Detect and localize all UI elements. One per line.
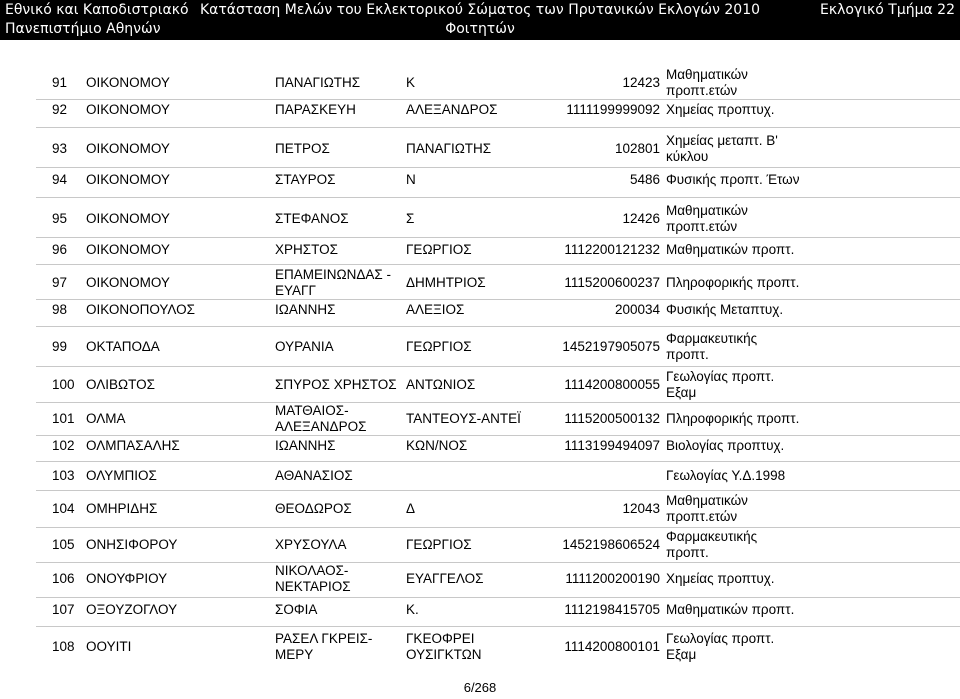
father-name: ΑΛΕΞΙΟΣ: [406, 302, 465, 317]
first-name: ΣΤΑΥΡΟΣ: [275, 172, 336, 187]
father-name: ΑΛΕΞΑΝΔΡΟΣ: [406, 102, 498, 117]
table-row: [0, 632, 960, 662]
department-line: Γεωλογίας προπτ.: [666, 631, 775, 646]
first-name-cell: [275, 468, 353, 484]
first-name-line: ΝΕΚΤΑΡΙΟΣ: [275, 579, 351, 594]
student-code-cell: [520, 438, 660, 454]
student-code: 1111200200190: [565, 571, 660, 586]
father-name-cell: [406, 302, 464, 318]
university-name-line-2: Πανεπιστήμιο Αθηνών: [5, 21, 161, 37]
surname: ΟΙΚΟΝΟΜΟΥ: [86, 75, 170, 90]
first-name-cell: [275, 602, 317, 618]
father-name: ΓΕΩΡΓΙΟΣ: [406, 537, 472, 552]
row-separator: [36, 562, 960, 563]
first-name: ΧΡΥΣΟΥΛΑ: [275, 537, 347, 552]
department-line: Χημείας μεταπτ. Β': [666, 133, 778, 148]
father-name-cell: [406, 571, 483, 587]
surname-cell: [86, 242, 170, 258]
student-code: 1113199494097: [564, 438, 660, 453]
row-number: 95: [52, 211, 68, 226]
student-code: 1111199999092: [566, 102, 660, 117]
first-name-cell: [275, 537, 346, 553]
student-code-cell: [520, 501, 660, 517]
row-number-cell: [52, 602, 82, 618]
first-name: ΟΥΡΑΝΙΑ: [275, 339, 334, 354]
table-row: [0, 268, 960, 298]
department-line: προπτ.: [666, 347, 709, 362]
surname-cell: [86, 438, 180, 454]
student-code-cell: [520, 411, 660, 427]
father-name-cell: [406, 75, 415, 91]
document-title: [0, 1, 960, 39]
row-number: 93: [52, 141, 68, 156]
first-name: ΘΕΟΔΩΡΟΣ: [275, 501, 352, 516]
first-name-line: ΕΥΑΓΓ: [275, 283, 316, 298]
row-number: 96: [52, 242, 68, 257]
student-code: 1112200121232: [564, 242, 660, 257]
department-cell: [666, 242, 794, 258]
first-name-cell: [275, 501, 352, 517]
student-code-cell: [520, 602, 660, 618]
surname: ΟΝΟΥΦΡΙΟΥ: [86, 571, 168, 586]
document-title-line-2: Φοιτητών: [445, 21, 515, 37]
first-name-cell: [275, 302, 335, 318]
surname-cell: [86, 501, 157, 517]
father-name-cell: [406, 411, 521, 427]
row-number: 99: [52, 339, 68, 354]
department: Βιολογίας προπτυχ.: [666, 438, 785, 453]
surname-cell: [86, 141, 170, 157]
surname-cell: [86, 302, 195, 318]
first-name-line: ΝΙΚΟΛΑΟΣ-: [275, 563, 349, 578]
row-number: 104: [52, 501, 75, 516]
first-name-line: ΜΑΤΘΑΙΟΣ-: [275, 403, 349, 418]
student-code-cell: [520, 377, 660, 393]
row-number: 106: [52, 571, 75, 586]
first-name-cell: [275, 75, 360, 91]
surname: ΟΛΙΒΩΤΟΣ: [86, 377, 155, 392]
table-row: [0, 300, 960, 320]
department-cell: [666, 411, 799, 427]
surname: ΟΛΜΠΑΣΑΛΗΣ: [86, 438, 180, 453]
father-name: ΓΕΩΡΓΙΟΣ: [406, 339, 472, 354]
department-cell: [666, 133, 778, 165]
department-line: Μαθηματικών: [666, 493, 748, 508]
surname: ΟΙΚΟΝΟΜΟΥ: [86, 172, 170, 187]
first-name-cell: [275, 102, 356, 118]
row-separator: [36, 626, 960, 627]
row-separator: [36, 326, 960, 327]
father-name: ΔΗΜΗΤΡΙΟΣ: [406, 275, 486, 290]
department-cell: [666, 468, 785, 484]
department-cell: [666, 602, 794, 618]
first-name: ΙΩΑΝΝΗΣ: [275, 438, 336, 453]
student-code: 12426: [622, 211, 660, 226]
row-number: 101: [52, 411, 75, 426]
father-name-line: ΓΚΕΟΦΡΕΙ: [406, 631, 475, 646]
department-cell: [666, 172, 799, 188]
department-line: Γεωλογίας προπτ.: [666, 369, 775, 384]
row-number: 92: [52, 102, 68, 117]
table-row: [0, 466, 960, 486]
row-number-cell: [52, 141, 82, 157]
student-code-cell: [520, 571, 660, 587]
row-number-cell: [52, 172, 82, 188]
first-name: ΠΕΤΡΟΣ: [275, 141, 330, 156]
row-number-cell: [52, 438, 82, 454]
student-code-cell: [520, 537, 660, 553]
first-name-line: ΜΕΡΥ: [275, 647, 314, 662]
surname-cell: [86, 537, 177, 553]
surname-cell: [86, 468, 157, 484]
department-cell: [666, 369, 774, 401]
student-code: 200034: [614, 302, 660, 317]
surname: ΟΙΚΟΝΟΜΟΥ: [86, 141, 170, 156]
department-cell: [666, 302, 783, 318]
father-name: Σ: [406, 211, 415, 226]
father-name-cell: [406, 602, 419, 618]
first-name-cell: [275, 141, 330, 157]
row-number-cell: [52, 242, 82, 258]
row-number: 97: [52, 275, 68, 290]
first-name-cell: [275, 377, 397, 393]
first-name-cell: [275, 438, 335, 454]
row-number-cell: [52, 411, 82, 427]
father-name-cell: [406, 339, 472, 355]
row-number: 102: [52, 438, 75, 453]
row-number: 94: [52, 172, 68, 187]
table-row: [0, 564, 960, 594]
department: Μαθηματικών προπτ.: [666, 602, 795, 617]
surname-cell: [86, 75, 170, 91]
student-code-cell: [520, 302, 660, 318]
father-name: ΠΑΝΑΓΙΩΤΗΣ: [406, 141, 492, 156]
student-code-cell: [520, 211, 660, 227]
table-row: [0, 68, 960, 98]
table-row: [0, 170, 960, 190]
department-line: προπτ.ετών: [666, 83, 738, 98]
row-number-cell: [52, 639, 82, 655]
row-number: 108: [52, 639, 75, 654]
department: Μαθηματικών προπτ.: [666, 242, 795, 257]
father-name-cell: [406, 242, 472, 258]
student-code-cell: [520, 339, 660, 355]
father-name-cell: [406, 211, 414, 227]
row-number-cell: [52, 211, 82, 227]
first-name: ΣΟΦΙΑ: [275, 602, 318, 617]
table-row: [0, 530, 960, 560]
first-name-cell: [275, 267, 391, 299]
first-name-line: ΕΠΑΜΕΙΝΩΝΔΑΣ -: [275, 267, 391, 282]
father-name-cell: [406, 438, 467, 454]
father-name-cell: [406, 631, 481, 663]
department-line: Μαθηματικών: [666, 203, 748, 218]
first-name-line: ΡΑΣΕΛ ΓΚΡΕΙΣ-: [275, 631, 373, 646]
first-name: ΣΠΥΡΟΣ ΧΡΗΣΤΟΣ: [275, 377, 397, 392]
father-name-cell: [406, 172, 416, 188]
department: Φυσικής Μεταπτυχ.: [666, 302, 784, 317]
surname: ΟΛΜΑ: [86, 411, 126, 426]
row-separator: [36, 127, 960, 128]
table-row: [0, 494, 960, 524]
department: Φυσικής προπτ. Έτων: [666, 172, 800, 187]
department-line: Φαρμακευτικής: [666, 529, 758, 544]
father-name: Δ: [406, 501, 416, 516]
department-line: Εξαμ: [666, 647, 697, 662]
first-name: ΧΡΗΣΤΟΣ: [275, 242, 338, 257]
row-number-cell: [52, 571, 82, 587]
student-code: 1452197905075: [562, 339, 660, 354]
row-separator: [36, 527, 960, 528]
department-line: Μαθηματικών: [666, 67, 748, 82]
row-number-cell: [52, 275, 82, 291]
surname: ΟΙΚΟΝΟΜΟΥ: [86, 275, 170, 290]
table-row: [0, 240, 960, 260]
row-separator: [36, 461, 960, 462]
student-code-cell: [520, 172, 660, 188]
surname-cell: [86, 172, 170, 188]
father-name-cell: [406, 141, 491, 157]
row-number-cell: [52, 302, 82, 318]
row-separator: [36, 366, 960, 367]
row-number-cell: [52, 102, 82, 118]
row-separator: [36, 402, 960, 403]
row-number: 103: [52, 468, 75, 483]
department-cell: [666, 331, 757, 363]
department-line: Φαρμακευτικής: [666, 331, 758, 346]
row-number: 105: [52, 537, 75, 552]
row-number-cell: [52, 501, 82, 517]
row-separator: [36, 197, 960, 198]
department-cell: [666, 493, 748, 525]
surname: ΟΛΥΜΠΙΟΣ: [86, 468, 157, 483]
father-name: ΓΕΩΡΓΙΟΣ: [406, 242, 472, 257]
table-row: [0, 100, 960, 120]
surname: ΟΙΚΟΝΟΜΟΥ: [86, 242, 170, 257]
department-line: κύκλου: [666, 149, 709, 164]
first-name: ΠΑΡΑΣΚΕΥΗ: [275, 102, 356, 117]
father-name-cell: [406, 501, 415, 517]
surname: ΟΝΗΣΙΦΟΡΟΥ: [86, 537, 178, 552]
surname-cell: [86, 639, 131, 655]
row-number: 107: [52, 602, 75, 617]
table-row: [0, 600, 960, 620]
department: Πληροφορικής προπτ.: [666, 275, 800, 290]
page-header: [0, 0, 960, 40]
father-name: Κ: [406, 75, 416, 90]
table-row: [0, 204, 960, 234]
department-cell: [666, 203, 748, 235]
page-number: 6/268: [463, 680, 497, 695]
student-code-cell: [520, 275, 660, 291]
document-title-line-1: Κατάσταση Μελών του Εκλεκτορικού Σώματος των Πρυτανικών Εκλογών 2010: [199, 2, 761, 18]
student-code-cell: [520, 141, 660, 157]
father-name: ΚΩΝ/ΝΟΣ: [406, 438, 468, 453]
first-name-cell: [275, 211, 349, 227]
row-number: 91: [52, 75, 68, 90]
first-name-cell: [275, 172, 335, 188]
department-cell: [666, 631, 774, 663]
student-code: 12423: [622, 75, 660, 90]
surname-cell: [86, 571, 167, 587]
surname: ΟΞΟΥΖΟΓΛΟΥ: [86, 602, 178, 617]
row-separator: [36, 237, 960, 238]
student-code-cell: [520, 75, 660, 91]
department-cell: [666, 529, 757, 561]
table-row: [0, 404, 960, 434]
surname: ΟΟΥΙΤΙ: [86, 639, 132, 654]
department-cell: [666, 571, 775, 587]
surname-cell: [86, 339, 160, 355]
student-code-cell: [520, 242, 660, 258]
father-name-line: ΟΥΣΙΓΚΤΩΝ: [406, 647, 482, 662]
surname: ΟΙΚΟΝΟΜΟΥ: [86, 102, 170, 117]
first-name-cell: [275, 403, 366, 435]
department: Χημείας προπτυχ.: [666, 102, 775, 117]
row-number-cell: [52, 339, 82, 355]
father-name-cell: [406, 102, 497, 118]
department: Γεωλογίας Υ.Δ.1998: [666, 468, 786, 483]
first-name-cell: [275, 631, 372, 663]
table-row: [0, 436, 960, 456]
department-line: προπτ.ετών: [666, 509, 738, 524]
row-number-cell: [52, 537, 82, 553]
student-code: 1115200600237: [564, 275, 660, 290]
father-name-cell: [406, 275, 486, 291]
surname-cell: [86, 377, 155, 393]
surname-cell: [86, 102, 170, 118]
surname: ΟΙΚΟΝΟΜΟΥ: [86, 211, 170, 226]
row-separator: [36, 167, 960, 168]
department-line: προπτ.: [666, 545, 709, 560]
table-row: [0, 332, 960, 362]
row-number-cell: [52, 468, 82, 484]
row-separator: [36, 597, 960, 598]
student-code: 1112198415705: [564, 602, 660, 617]
first-name: ΣΤΕΦΑΝΟΣ: [275, 211, 349, 226]
polling-section: Εκλογικό Τμήμα 22: [820, 2, 955, 18]
first-name: ΙΩΑΝΝΗΣ: [275, 302, 336, 317]
father-name: Ν: [406, 172, 416, 187]
department-cell: [666, 275, 799, 291]
student-code: 1114200800101: [564, 639, 660, 654]
father-name: ΤΑΝΤΕΟΥΣ-ΑΝΤΕΪ: [406, 411, 521, 426]
student-code: 1115200500132: [564, 411, 660, 426]
row-separator: [36, 264, 960, 265]
father-name: ΑΝΤΩΝΙΟΣ: [406, 377, 476, 392]
father-name: Κ.: [406, 602, 419, 617]
surname-cell: [86, 211, 170, 227]
first-name-cell: [275, 242, 338, 258]
university-name-line-1: Εθνικό και Καποδιστριακό: [5, 2, 189, 18]
surname-cell: [86, 602, 177, 618]
father-name-cell: [406, 537, 472, 553]
surname: ΟΙΚΟΝΟΠΟΥΛΟΣ: [86, 302, 195, 317]
father-name: ΕΥΑΓΓΕΛΟΣ: [406, 571, 484, 586]
first-name: ΠΑΝΑΓΙΩΤΗΣ: [275, 75, 361, 90]
row-separator: [36, 490, 960, 491]
student-code: 1114200800055: [564, 377, 660, 392]
surname: ΟΚΤΑΠΟΔΑ: [86, 339, 160, 354]
first-name-line: ΑΛΕΞΑΝΔΡΟΣ: [275, 419, 367, 434]
student-code: 1452198606524: [562, 537, 660, 552]
table-row: [0, 370, 960, 400]
row-number: 98: [52, 302, 68, 317]
first-name-cell: [275, 339, 334, 355]
department-cell: [666, 67, 748, 99]
department: Πληροφορικής προπτ.: [666, 411, 800, 426]
department: Χημείας προπτυχ.: [666, 571, 775, 586]
row-number-cell: [52, 377, 82, 393]
student-code: 5486: [629, 172, 660, 187]
student-code-cell: [520, 102, 660, 118]
row-number-cell: [52, 75, 82, 91]
student-code: 12043: [622, 501, 660, 516]
department-line: Εξαμ: [666, 385, 697, 400]
surname-cell: [86, 411, 126, 427]
department-cell: [666, 438, 784, 454]
department-line: προπτ.ετών: [666, 219, 738, 234]
row-number: 100: [52, 377, 75, 392]
first-name-cell: [275, 563, 351, 595]
student-code: 102801: [614, 141, 660, 156]
table-row: [0, 134, 960, 164]
surname: ΟΜΗΡΙΔΗΣ: [86, 501, 158, 516]
department-cell: [666, 102, 775, 118]
student-code-cell: [520, 639, 660, 655]
first-name: ΑΘΑΝΑΣΙΟΣ: [275, 468, 353, 483]
surname-cell: [86, 275, 170, 291]
father-name-cell: [406, 377, 475, 393]
